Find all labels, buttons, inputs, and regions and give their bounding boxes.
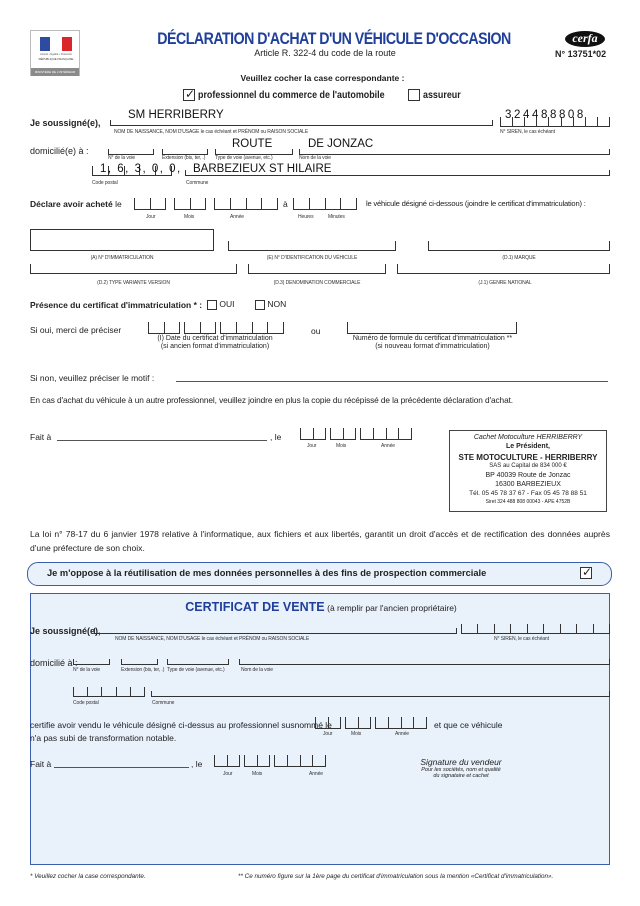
identification-field[interactable] bbox=[228, 241, 396, 251]
sale-sign-month-field[interactable] bbox=[244, 755, 270, 767]
soussigne-label: Je soussigné(e), bbox=[30, 118, 101, 128]
genre-field[interactable] bbox=[397, 264, 610, 274]
cert-day-field[interactable] bbox=[148, 322, 180, 334]
buyer-type-options bbox=[183, 89, 417, 101]
sign-day-field[interactable] bbox=[300, 428, 326, 440]
sale-month-caption: Mois bbox=[351, 731, 362, 737]
sale-certifie-line2: n'a pas subi de transformation notable. bbox=[30, 733, 177, 743]
sale-voie-num-field[interactable] bbox=[73, 659, 110, 665]
sale-sign-day-caption: Jour bbox=[223, 771, 233, 777]
sale-certificate-panel bbox=[30, 593, 610, 865]
sale-title-row bbox=[31, 600, 611, 614]
declare-le: le bbox=[115, 199, 122, 209]
sale-sign-month-caption: Mois bbox=[252, 771, 263, 777]
sale-sign-day-field[interactable] bbox=[214, 755, 240, 767]
type-field[interactable] bbox=[30, 264, 237, 274]
cerfa-number: N° 13751*02 bbox=[555, 49, 607, 59]
fait-a-label: Fait à bbox=[30, 432, 52, 442]
sale-siren-caption: N° SIREN, le cas échéant bbox=[494, 636, 549, 642]
sale-certifie-end: et que ce véhicule bbox=[434, 720, 503, 730]
sale-extension-caption: Extension (bis, ter, .) bbox=[121, 667, 165, 673]
flag-red bbox=[62, 37, 72, 51]
year-caption: Année bbox=[230, 214, 244, 220]
nom-voie-value: DE JONZAC bbox=[308, 138, 374, 150]
sale-day-field[interactable] bbox=[315, 717, 341, 729]
privacy-text: La loi n° 78-17 du 6 janvier 1978 relative à l'informatique, aux fichiers et aux libertés, garantit un droit d'accès et de rectification des données auprès d'une préfecture de son choix. bbox=[30, 529, 610, 553]
purchase-day-field[interactable] bbox=[134, 198, 166, 210]
signature-le: , le bbox=[270, 432, 282, 442]
denomination-caption: (D.3) DENOMINATION COMMERCIALE bbox=[273, 280, 361, 286]
si-oui-label: Si oui, merci de préciser bbox=[30, 325, 122, 335]
voie-num-caption: N° de la voie bbox=[108, 155, 136, 161]
form-subtitle: Article R. 322-4 du code de la route bbox=[254, 48, 396, 58]
marque-field[interactable] bbox=[428, 241, 610, 251]
sign-month-caption: Mois bbox=[336, 443, 347, 449]
immatriculation-caption: (A) N° D'IMMATRICULATION bbox=[90, 255, 154, 261]
seller-signature-note-1: Pour les sociétés, nom et qualité bbox=[421, 767, 501, 773]
day-caption: Jour bbox=[146, 214, 156, 220]
autre-pro-text: En cas d'achat du véhicule à un autre professionnel, veuillez joindre en plus la copie du récépissé de la précédente déclaration d'achat. bbox=[30, 395, 513, 405]
sale-domicile-label: domicilié à : bbox=[30, 658, 78, 668]
sale-le-label: , le bbox=[191, 759, 203, 769]
non-option bbox=[255, 299, 286, 310]
sale-sign-year-field[interactable] bbox=[274, 755, 326, 767]
stamp-line-6: 16300 BARBEZIEUX bbox=[495, 481, 561, 488]
sale-fait-a-label: Fait à bbox=[30, 759, 52, 769]
sale-year-caption: Année bbox=[395, 731, 409, 737]
marque-caption: (D.1) MARQUE bbox=[502, 255, 536, 261]
purchase-month-field[interactable] bbox=[174, 198, 206, 210]
siren-caption: N° SIREN, le cas échéant bbox=[500, 129, 555, 135]
sale-name-caption: NOM DE NAISSANCE, NOM D'USAGE le cas échéant et PRÉNOM ou RAISON SOCIALE bbox=[115, 636, 310, 642]
sale-commune-caption: Commune bbox=[152, 700, 175, 706]
stamp-line-8: Siret 324 488 808 00043 - APE 4752B bbox=[485, 499, 571, 505]
non-checkbox[interactable] bbox=[255, 300, 265, 310]
ou-label: ou bbox=[311, 326, 321, 336]
sign-year-caption: Année bbox=[381, 443, 395, 449]
sale-nom-voie-field[interactable] bbox=[239, 659, 610, 665]
extension-caption: Extension (bis, ter, .) bbox=[162, 155, 206, 161]
sale-siren-field[interactable] bbox=[461, 624, 610, 634]
formule-field[interactable] bbox=[347, 322, 517, 334]
flag-white bbox=[50, 37, 62, 51]
logo-ministry: MINISTÈRE DE L'INTÉRIEUR bbox=[31, 68, 79, 76]
check-instruction: Veuillez cocher la case correspondante : bbox=[240, 73, 405, 83]
sale-type-voie-field[interactable] bbox=[167, 659, 229, 665]
stamp-line-7: Tél. 05 45 78 37 67 - Fax 05 45 78 88 51 bbox=[469, 490, 587, 497]
stamp-line-1: Cachet Motoculture HERRIBERRY bbox=[473, 434, 583, 441]
code-postal-caption: Code postal bbox=[92, 180, 118, 186]
cert-date-caption-2: (si ancien format d'immatriculation) bbox=[160, 343, 270, 350]
pro-label: professionnel du commerce de l'automobile bbox=[197, 89, 385, 101]
stamp-line-3: STE MOTOCULTURE - HERRIBERRY bbox=[458, 453, 598, 462]
sale-extension-field[interactable] bbox=[121, 659, 158, 665]
flag-blue bbox=[40, 37, 50, 51]
declare-line bbox=[30, 199, 122, 209]
oppose-checkbox[interactable]: ✓ bbox=[582, 565, 593, 579]
formule-caption-1: Numéro de formule du certificat d'immatriculation ** bbox=[352, 335, 513, 342]
stamp-line-5: BP 40039 Route de Jonzac bbox=[485, 472, 571, 479]
sale-title: CERTIFICAT DE VENTE bbox=[185, 600, 325, 614]
logo-motto: Liberté • Égalité • Fraternité bbox=[40, 53, 72, 56]
sale-type-voie-caption: Type de voie (avenue, etc.) bbox=[167, 667, 225, 673]
sign-year-field[interactable] bbox=[360, 428, 412, 440]
fait-a-field[interactable] bbox=[57, 440, 267, 441]
a-label: à bbox=[283, 199, 288, 209]
name-caption: NOM DE NAISSANCE, NOM D'USAGE le cas échéant et PRÉNOM ou RAISON SOCIALE bbox=[114, 129, 309, 135]
domicile-label: domicilié(e) à : bbox=[30, 146, 89, 156]
stamp-line-2: Le Président, bbox=[506, 443, 550, 450]
siren-value: 3 2 4 4 8 8 8 0 8 bbox=[505, 109, 584, 121]
cert-year-field[interactable] bbox=[220, 322, 284, 334]
oui-checkbox[interactable] bbox=[207, 300, 217, 310]
oui-label: OUI bbox=[219, 299, 235, 309]
logo-republic: RÉPUBLIQUE FRANÇAISE bbox=[38, 57, 74, 61]
cerfa-logo: cerfa bbox=[565, 31, 605, 47]
cert-month-field[interactable] bbox=[184, 322, 216, 334]
purchase-after-text: le véhicule désigné ci-dessous (joindre le certificat d'immatriculation) : bbox=[366, 199, 586, 208]
name-value: SM HERRIBERRY bbox=[128, 109, 224, 121]
genre-caption: (J.1) GENRE NATIONAL bbox=[478, 280, 532, 286]
footer-note-1: * Veuillez cocher la case correspondante. bbox=[30, 873, 146, 880]
denomination-field[interactable] bbox=[248, 264, 386, 274]
month-caption: Mois bbox=[184, 214, 195, 220]
presence-label: Présence du certificat d'immatriculation * : bbox=[30, 300, 203, 310]
oppose-box bbox=[27, 562, 612, 586]
sale-month-field[interactable] bbox=[345, 717, 371, 729]
seller-signature-note-2: du signataire et cachet bbox=[433, 773, 489, 779]
declare-label: Déclare avoir acheté bbox=[30, 199, 113, 209]
purchase-time-field[interactable] bbox=[293, 198, 357, 210]
sign-day-caption: Jour bbox=[307, 443, 317, 449]
sale-fait-a-field[interactable] bbox=[54, 767, 189, 768]
formule-caption bbox=[330, 335, 535, 351]
sale-code-postal-caption: Code postal bbox=[73, 700, 99, 706]
oui-option bbox=[207, 299, 235, 310]
ministry-logo bbox=[30, 30, 80, 76]
sale-commune-field[interactable] bbox=[151, 691, 610, 697]
type-voie-value: ROUTE bbox=[232, 138, 273, 150]
cert-date-caption bbox=[140, 335, 290, 351]
hours-caption: Heures bbox=[298, 214, 314, 220]
company-stamp bbox=[449, 430, 607, 512]
sale-code-postal-field[interactable] bbox=[73, 687, 145, 697]
nom-voie-caption: Nom de la voie bbox=[299, 155, 331, 161]
stamp-line-4: SAS au Capital de 834 000 € bbox=[489, 463, 567, 469]
minutes-caption: Minutes bbox=[328, 214, 345, 220]
sale-sign-year-caption: Année bbox=[309, 771, 323, 777]
type-voie-caption: Type de voie (avenue, etc.) bbox=[215, 155, 273, 161]
assureur-checkbox[interactable] bbox=[408, 89, 420, 101]
formule-caption-2: (si nouveau format d'immatriculation) bbox=[375, 343, 490, 350]
sale-nom-voie-caption: Nom de la voie bbox=[241, 667, 273, 673]
footer-note-2: ** Ce numéro figure sur la 1ère page du certificat d'immatriculation sous la mention «Certificat d'immatriculation». bbox=[238, 873, 554, 880]
commune-caption: Commune bbox=[186, 180, 209, 186]
identification-caption: (E) N° D'IDENTIFICATION DU VÉHICULE bbox=[266, 255, 358, 261]
type-caption: (D.2) TYPE VARIANTE VERSION bbox=[97, 280, 170, 286]
code-postal-value: 1, 6, 3, 0, 0, bbox=[100, 163, 182, 175]
non-label: NON bbox=[267, 299, 287, 309]
sale-title-note: (à remplir par l'ancien propriétaire) bbox=[327, 603, 457, 613]
assureur-label: assureur bbox=[422, 89, 461, 101]
purchase-year-field[interactable] bbox=[214, 198, 278, 210]
sale-year-field[interactable] bbox=[375, 717, 427, 729]
si-non-label: Si non, veuillez préciser le motif : bbox=[30, 373, 155, 383]
seller-signature-title: Signature du vendeur bbox=[420, 757, 502, 767]
commune-value: BARBEZIEUX ST HILAIRE bbox=[193, 163, 332, 175]
sign-month-field[interactable] bbox=[330, 428, 356, 440]
pro-checkbox[interactable]: ✓ bbox=[185, 87, 196, 102]
immatriculation-field[interactable] bbox=[30, 229, 214, 251]
sale-soussigne-label: Je soussigné(e), bbox=[30, 626, 101, 636]
sale-voie-num-caption: N° de la voie bbox=[73, 667, 101, 673]
cert-date-caption-1: (I) Date du certificat d'immatriculation bbox=[157, 335, 273, 342]
form-title: DÉCLARATION D'ACHAT D'UN VÉHICULE D'OCCASION bbox=[157, 30, 511, 48]
oppose-text: Je m'oppose à la réutilisation de mes données personnelles à des fins de prospection commerciale bbox=[47, 568, 487, 578]
sale-day-caption: Jour bbox=[323, 731, 333, 737]
assureur-option bbox=[408, 89, 467, 101]
seller-signature-area bbox=[391, 757, 531, 779]
motif-field[interactable] bbox=[176, 381, 608, 382]
sale-certifie-text: certifie avoir vendu le véhicule désigné ci-dessus au professionnel susnommé le bbox=[30, 720, 332, 730]
sale-name-field[interactable] bbox=[94, 628, 457, 634]
